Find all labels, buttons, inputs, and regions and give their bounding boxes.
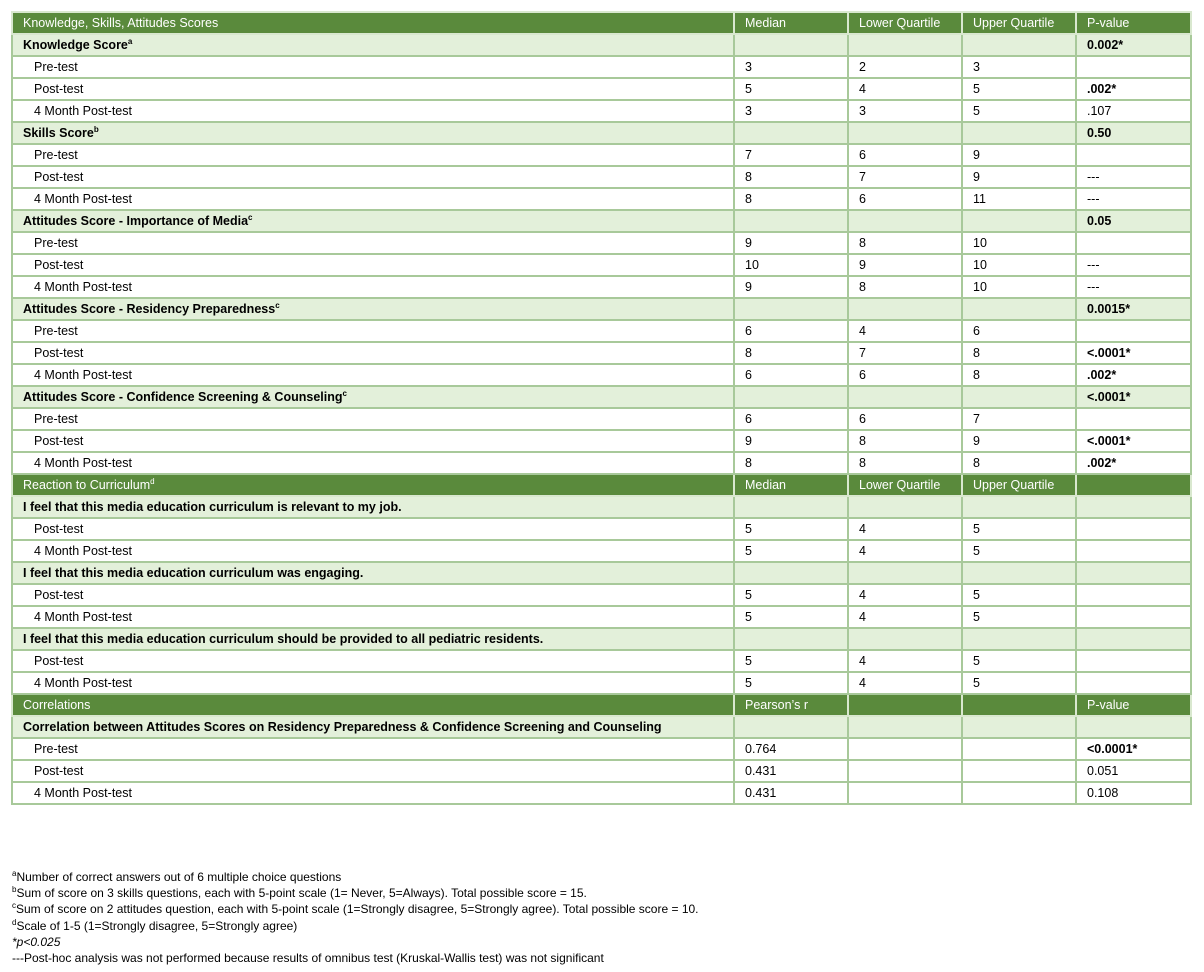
section-label-text: Skills Score <box>23 126 94 140</box>
median-cell: 3 <box>734 56 848 78</box>
p-value-cell: --- <box>1076 188 1191 210</box>
upper-quartile-cell: 8 <box>962 364 1076 386</box>
data-row <box>12 78 1191 100</box>
footnote-marker: c <box>342 388 347 398</box>
row-label: Post-test <box>12 78 734 100</box>
empty-cell <box>848 210 962 232</box>
lower-quartile-cell: 2 <box>848 56 962 78</box>
p-value-cell: <0.0001* <box>1076 738 1191 760</box>
row-label: 4 Month Post-test <box>12 452 734 474</box>
section-row <box>12 298 1191 320</box>
empty-cell <box>962 782 1076 804</box>
data-row <box>12 144 1191 166</box>
header-cell: Lower Quartile <box>848 12 962 34</box>
header-cell: Lower Quartile <box>848 474 962 496</box>
p-value-cell <box>1076 562 1191 584</box>
p-value-cell: 0.05 <box>1076 210 1191 232</box>
lower-quartile-cell: 7 <box>848 342 962 364</box>
median-cell: 6 <box>734 320 848 342</box>
lower-quartile-cell: 6 <box>848 408 962 430</box>
p-value-cell: 0.50 <box>1076 122 1191 144</box>
upper-quartile-cell: 8 <box>962 342 1076 364</box>
data-row <box>12 540 1191 562</box>
row-label: Post-test <box>12 254 734 276</box>
lower-quartile-cell: 8 <box>848 452 962 474</box>
footnote-marker: c <box>275 300 280 310</box>
section-row <box>12 628 1191 650</box>
upper-quartile-cell: 10 <box>962 276 1076 298</box>
footnote-a: $^a$Number of correct answers out of 6 multiple choice questions <box>12 869 342 884</box>
p-value-cell <box>1076 232 1191 254</box>
header-cell <box>1076 474 1191 496</box>
section-row <box>12 210 1191 232</box>
section-label <box>12 386 734 408</box>
lower-quartile-cell: 4 <box>848 540 962 562</box>
footnote-c: $^c$Sum of score on 2 attitudes question, each with 5-point scale (1=Strongly disagree, 5=Strongly agree). Total possible score = 10. <box>12 901 699 917</box>
p-value-cell <box>1076 584 1191 606</box>
p-value-cell: --- <box>1076 254 1191 276</box>
lower-quartile-cell: 8 <box>848 430 962 452</box>
empty-cell <box>848 782 962 804</box>
data-row <box>12 100 1191 122</box>
lower-quartile-cell: 8 <box>848 276 962 298</box>
median-cell: 9 <box>734 276 848 298</box>
upper-quartile-cell: 5 <box>962 606 1076 628</box>
empty-cell <box>962 628 1076 650</box>
pearson-r-cell: 0.764 <box>734 738 848 760</box>
section-row <box>12 496 1191 518</box>
section-label-text: I feel that this media education curriculum was engaging. <box>23 566 364 580</box>
data-row <box>12 232 1191 254</box>
data-row <box>12 166 1191 188</box>
median-cell: 8 <box>734 188 848 210</box>
row-label: Post-test <box>12 166 734 188</box>
p-value-cell: .002* <box>1076 364 1191 386</box>
p-value-cell <box>1076 496 1191 518</box>
empty-cell <box>734 210 848 232</box>
header-cell: Knowledge, Skills, Attitudes Scores <box>12 12 734 34</box>
empty-cell <box>962 122 1076 144</box>
row-label: 4 Month Post-test <box>12 672 734 694</box>
data-row <box>12 430 1191 452</box>
upper-quartile-cell: 5 <box>962 100 1076 122</box>
p-value-cell <box>1076 144 1191 166</box>
upper-quartile-cell: 5 <box>962 78 1076 100</box>
data-row <box>12 364 1191 386</box>
empty-cell <box>734 122 848 144</box>
empty-cell <box>734 628 848 650</box>
median-cell: 9 <box>734 232 848 254</box>
empty-cell <box>848 628 962 650</box>
empty-cell <box>848 716 962 738</box>
empty-cell <box>734 716 848 738</box>
empty-cell <box>962 34 1076 56</box>
lower-quartile-cell: 6 <box>848 364 962 386</box>
header-cell: P-value <box>1076 694 1191 716</box>
p-value-cell: 0.051 <box>1076 760 1191 782</box>
empty-cell <box>962 386 1076 408</box>
data-row <box>12 56 1191 78</box>
median-cell: 9 <box>734 430 848 452</box>
p-value-cell: <.0001* <box>1076 342 1191 364</box>
empty-cell <box>962 738 1076 760</box>
upper-quartile-cell: 5 <box>962 584 1076 606</box>
section-label <box>12 210 734 232</box>
empty-cell <box>734 386 848 408</box>
data-row <box>12 672 1191 694</box>
data-row <box>12 408 1191 430</box>
p-value-cell: .002* <box>1076 452 1191 474</box>
lower-quartile-cell: 4 <box>848 320 962 342</box>
median-cell: 3 <box>734 100 848 122</box>
p-value-cell: <.0001* <box>1076 386 1191 408</box>
median-cell: 5 <box>734 518 848 540</box>
empty-cell <box>848 298 962 320</box>
pearson-r-cell: 0.431 <box>734 760 848 782</box>
header-cell <box>848 694 962 716</box>
header-cell <box>12 474 734 496</box>
upper-quartile-cell: 5 <box>962 518 1076 540</box>
p-value-cell: <.0001* <box>1076 430 1191 452</box>
data-row <box>12 518 1191 540</box>
section-row <box>12 386 1191 408</box>
footnotes <box>12 869 699 966</box>
section-label <box>12 628 734 650</box>
footnote-posthoc: ---Post-hoc analysis was not performed because results of omnibus test (Kruskal-Wallis test) was not significant <box>12 951 604 966</box>
lower-quartile-cell: 9 <box>848 254 962 276</box>
upper-quartile-cell: 5 <box>962 540 1076 562</box>
p-value-cell <box>1076 672 1191 694</box>
p-value-cell <box>1076 56 1191 78</box>
row-label: 4 Month Post-test <box>12 188 734 210</box>
header-cell: Median <box>734 12 848 34</box>
median-cell: 8 <box>734 452 848 474</box>
p-value-cell <box>1076 320 1191 342</box>
header-cell: P-value <box>1076 12 1191 34</box>
header-cell: Upper Quartile <box>962 12 1076 34</box>
median-cell: 5 <box>734 650 848 672</box>
header-cell: Correlations <box>12 694 734 716</box>
upper-quartile-cell: 7 <box>962 408 1076 430</box>
section-row <box>12 122 1191 144</box>
footnote-marker: d <box>150 476 155 486</box>
p-value-cell: 0.108 <box>1076 782 1191 804</box>
results-table-container <box>11 11 1190 805</box>
data-row <box>12 606 1191 628</box>
p-value-cell <box>1076 606 1191 628</box>
empty-cell <box>734 562 848 584</box>
header-row-reaction <box>12 474 1191 496</box>
upper-quartile-cell: 3 <box>962 56 1076 78</box>
section-label <box>12 562 734 584</box>
section-label-text: I feel that this media education curriculum is relevant to my job. <box>23 500 402 514</box>
median-cell: 10 <box>734 254 848 276</box>
p-value-cell: 0.0015* <box>1076 298 1191 320</box>
upper-quartile-cell: 5 <box>962 650 1076 672</box>
row-label: 4 Month Post-test <box>12 364 734 386</box>
data-row <box>12 276 1191 298</box>
row-label: Post-test <box>12 518 734 540</box>
data-row <box>12 760 1191 782</box>
p-value-cell <box>1076 650 1191 672</box>
median-cell: 5 <box>734 584 848 606</box>
lower-quartile-cell: 8 <box>848 232 962 254</box>
section-label <box>12 496 734 518</box>
section-row <box>12 716 1191 738</box>
upper-quartile-cell: 6 <box>962 320 1076 342</box>
median-cell: 5 <box>734 78 848 100</box>
data-row <box>12 188 1191 210</box>
section-label <box>12 122 734 144</box>
section-row <box>12 34 1191 56</box>
lower-quartile-cell: 4 <box>848 78 962 100</box>
empty-cell <box>848 122 962 144</box>
upper-quartile-cell: 9 <box>962 430 1076 452</box>
footnote-marker: c <box>248 212 253 222</box>
empty-cell <box>848 562 962 584</box>
row-label: Pre-test <box>12 56 734 78</box>
lower-quartile-cell: 4 <box>848 672 962 694</box>
empty-cell <box>962 562 1076 584</box>
lower-quartile-cell: 6 <box>848 188 962 210</box>
empty-cell <box>962 716 1076 738</box>
empty-cell <box>962 496 1076 518</box>
row-label: Pre-test <box>12 320 734 342</box>
data-row <box>12 584 1191 606</box>
upper-quartile-cell: 8 <box>962 452 1076 474</box>
upper-quartile-cell: 9 <box>962 166 1076 188</box>
row-label: Post-test <box>12 342 734 364</box>
pearson-r-cell: 0.431 <box>734 782 848 804</box>
median-cell: 7 <box>734 144 848 166</box>
empty-cell <box>848 738 962 760</box>
header-row-correlations <box>12 694 1191 716</box>
section-label <box>12 716 734 738</box>
upper-quartile-cell: 10 <box>962 232 1076 254</box>
row-label: Pre-test <box>12 408 734 430</box>
p-value-cell: .107 <box>1076 100 1191 122</box>
header-cell: Pearson’s r <box>734 694 848 716</box>
empty-cell <box>962 760 1076 782</box>
median-cell: 8 <box>734 342 848 364</box>
p-value-cell <box>1076 716 1191 738</box>
empty-cell <box>734 496 848 518</box>
section-label-text: Attitudes Score - Residency Preparedness <box>23 302 276 316</box>
median-cell: 6 <box>734 364 848 386</box>
lower-quartile-cell: 6 <box>848 144 962 166</box>
empty-cell <box>962 298 1076 320</box>
lower-quartile-cell: 4 <box>848 518 962 540</box>
header-label: Reaction to Curriculum <box>23 478 151 492</box>
median-cell: 5 <box>734 540 848 562</box>
row-label: 4 Month Post-test <box>12 276 734 298</box>
empty-cell <box>848 34 962 56</box>
row-label: 4 Month Post-test <box>12 782 734 804</box>
row-label: Post-test <box>12 430 734 452</box>
lower-quartile-cell: 4 <box>848 584 962 606</box>
empty-cell <box>734 298 848 320</box>
header-cell <box>962 694 1076 716</box>
section-label <box>12 298 734 320</box>
median-cell: 8 <box>734 166 848 188</box>
footnote-marker: a <box>127 36 133 46</box>
row-label: 4 Month Post-test <box>12 606 734 628</box>
empty-cell <box>848 386 962 408</box>
median-cell: 5 <box>734 672 848 694</box>
footnote-b: $^b$Sum of score on 3 skills questions, each with 5-point scale (1= Never, 5=Always). Total possible score = 15. <box>12 885 587 901</box>
data-row <box>12 650 1191 672</box>
row-label: Pre-test <box>12 738 734 760</box>
lower-quartile-cell: 4 <box>848 606 962 628</box>
data-row <box>12 320 1191 342</box>
lower-quartile-cell: 3 <box>848 100 962 122</box>
row-label: Post-test <box>12 760 734 782</box>
results-table <box>11 11 1192 805</box>
header-cell: Upper Quartile <box>962 474 1076 496</box>
lower-quartile-cell: 4 <box>848 650 962 672</box>
p-value-cell: 0.002* <box>1076 34 1191 56</box>
row-label: Pre-test <box>12 232 734 254</box>
p-value-cell <box>1076 540 1191 562</box>
section-label-text: Correlation between Attitudes Scores on Residency Preparedness & Confidence Screening and Counseling <box>23 720 662 734</box>
footnote-significance: *p<0.025 <box>12 934 61 949</box>
p-value-cell <box>1076 518 1191 540</box>
footnote-marker: b <box>93 124 99 134</box>
empty-cell <box>734 34 848 56</box>
empty-cell <box>848 496 962 518</box>
lower-quartile-cell: 7 <box>848 166 962 188</box>
footnote-d: $^d$Scale of 1-5 (1=Strongly disagree, 5=Strongly agree) <box>12 917 298 933</box>
upper-quartile-cell: 5 <box>962 672 1076 694</box>
median-cell: 5 <box>734 606 848 628</box>
empty-cell <box>962 210 1076 232</box>
data-row <box>12 782 1191 804</box>
upper-quartile-cell: 9 <box>962 144 1076 166</box>
p-value-cell: --- <box>1076 276 1191 298</box>
p-value-cell: --- <box>1076 166 1191 188</box>
row-label: 4 Month Post-test <box>12 100 734 122</box>
p-value-cell <box>1076 408 1191 430</box>
empty-cell <box>848 760 962 782</box>
section-label-text: Attitudes Score - Confidence Screening & Counseling <box>23 390 343 404</box>
section-row <box>12 562 1191 584</box>
data-row <box>12 254 1191 276</box>
section-label-text: Knowledge Score <box>23 38 128 52</box>
section-label <box>12 34 734 56</box>
data-row <box>12 452 1191 474</box>
data-row <box>12 342 1191 364</box>
row-label: Post-test <box>12 584 734 606</box>
p-value-cell <box>1076 628 1191 650</box>
row-label: Post-test <box>12 650 734 672</box>
section-label-text: I feel that this media education curriculum should be provided to all pediatric residents. <box>23 632 544 646</box>
header-row-scores <box>12 12 1191 34</box>
p-value-cell: .002* <box>1076 78 1191 100</box>
header-cell: Median <box>734 474 848 496</box>
median-cell: 6 <box>734 408 848 430</box>
row-label: Pre-test <box>12 144 734 166</box>
upper-quartile-cell: 10 <box>962 254 1076 276</box>
upper-quartile-cell: 11 <box>962 188 1076 210</box>
section-label-text: Attitudes Score - Importance of Media <box>23 214 249 228</box>
row-label: 4 Month Post-test <box>12 540 734 562</box>
data-row <box>12 738 1191 760</box>
